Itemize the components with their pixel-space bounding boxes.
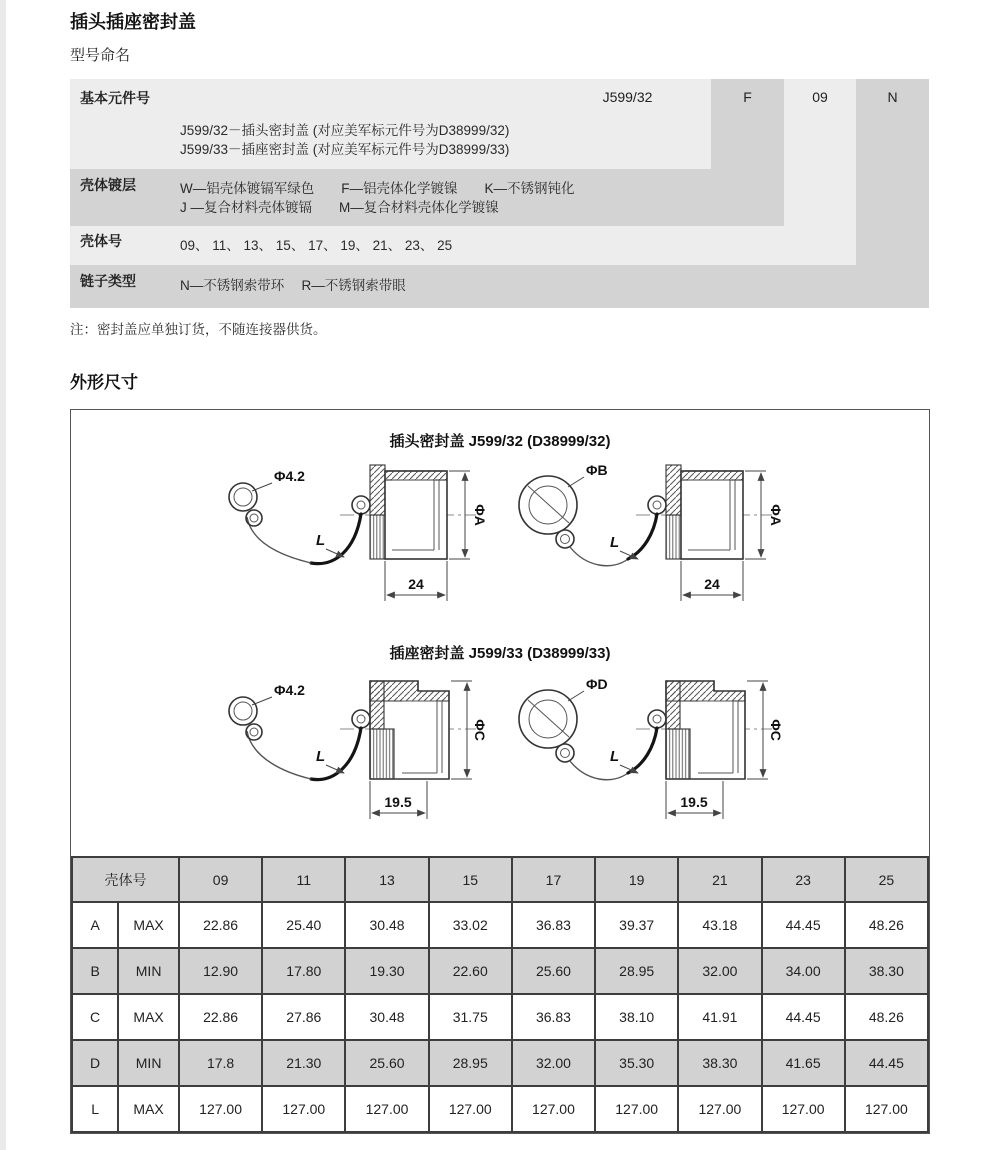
knurl-band — [666, 515, 681, 559]
dim-value: 32.00 — [512, 1040, 595, 1086]
table-row — [72, 948, 928, 994]
dim-value: 127.00 — [429, 1086, 512, 1132]
col-header: 15 — [429, 857, 512, 902]
dim-value: 33.02 — [429, 902, 512, 948]
dim-value: 30.48 — [345, 994, 428, 1040]
content-column — [70, 0, 930, 1134]
dim-value: 27.86 — [262, 994, 345, 1040]
col-header: 17 — [512, 857, 595, 902]
plating-code: F — [743, 89, 752, 105]
dim-value: 48.26 — [845, 994, 928, 1040]
dim-value: 36.83 — [512, 902, 595, 948]
diagram-area — [71, 410, 929, 856]
shell-number-header: 壳体号 — [72, 857, 179, 902]
dim-value: 48.26 — [845, 902, 928, 948]
plug-cap-ring-drawing — [508, 455, 788, 620]
plating-label: 壳体镀层 — [80, 177, 136, 193]
knurl-band — [370, 729, 394, 779]
cap-body — [385, 471, 447, 559]
plug-cap-row — [71, 455, 929, 620]
basic-part-value: J599/32 — [602, 89, 653, 105]
plug-cap-clamp-drawing — [212, 455, 492, 620]
dim-value: 41.91 — [678, 994, 761, 1040]
mounting-ring — [519, 476, 577, 534]
dim-value: 21.30 — [262, 1040, 345, 1086]
col-header: 13 — [345, 857, 428, 902]
shell-label: 壳体号 — [80, 233, 122, 249]
table-row — [72, 1040, 928, 1086]
ring-diameter-label: ΦB — [586, 462, 608, 478]
dim-value: 41.65 — [762, 1040, 845, 1086]
dim-value: 28.95 — [429, 1040, 512, 1086]
cap-width-label: 24 — [704, 576, 720, 592]
col-header: 21 — [678, 857, 761, 902]
dim-value: 127.00 — [762, 1086, 845, 1132]
mounting-ring — [519, 690, 577, 748]
order-note: 注：密封盖应单独订货，不随连接器供货。 — [70, 322, 327, 337]
lanyard-anchor-ring — [352, 496, 370, 514]
dim-value: 22.86 — [179, 994, 262, 1040]
thread-band — [681, 471, 743, 480]
dim-value: 31.75 — [429, 994, 512, 1040]
basic-desc-line1: J599/32－插头密封盖 (对应美军标元件号为D38999/32) — [180, 123, 510, 138]
cap-body — [681, 471, 743, 559]
socket-cap-row — [71, 667, 929, 839]
cap-width-label: 19.5 — [384, 794, 412, 810]
scan-edge-artifact — [0, 0, 6, 1150]
socket-cap-clamp-drawing — [212, 667, 492, 839]
cap-diameter-label: ΦC — [768, 719, 785, 741]
col-header: 25 — [845, 857, 928, 902]
dim-letter: C — [72, 994, 118, 1040]
dim-letter: D — [72, 1040, 118, 1086]
dim-value: 22.60 — [429, 948, 512, 994]
clamp-hole-label: Φ4.2 — [274, 682, 305, 698]
chain-label: 链子类型 — [80, 273, 136, 289]
dim-value: 32.00 — [678, 948, 761, 994]
dim-value: 25.60 — [512, 948, 595, 994]
clamp-hole-label: Φ4.2 — [274, 468, 305, 484]
ring-diameter-label: ΦD — [586, 676, 608, 692]
model-naming-table — [70, 79, 930, 308]
dim-value: 25.60 — [345, 1040, 428, 1086]
dim-value: 127.00 — [345, 1086, 428, 1132]
lanyard-wire — [570, 761, 628, 780]
dim-value: 39.37 — [595, 902, 678, 948]
col-header: 11 — [262, 857, 345, 902]
basic-part-label: 基本元件号 — [80, 90, 150, 106]
plating-options-line1: W—铝壳体镀镉军绿色 F—铝壳体化学镀镍 K—不锈钢钝化 — [180, 181, 575, 196]
dim-value: 44.45 — [845, 1040, 928, 1086]
knurl-band — [666, 729, 690, 779]
page-title: 插头插座密封盖 — [70, 12, 196, 32]
table-row — [72, 1086, 928, 1132]
dim-value: 127.00 — [179, 1086, 262, 1132]
shell-code: 09 — [812, 89, 828, 105]
plating-options-line2: J —复合材料壳体镀镉 M—复合材料壳体化学镀镍 — [180, 200, 499, 215]
dim-value: 44.45 — [762, 994, 845, 1040]
col-header: 19 — [595, 857, 678, 902]
dimension-table — [71, 856, 929, 1133]
dim-value: 44.45 — [762, 902, 845, 948]
lanyard-wire — [570, 547, 628, 566]
lanyard-length-label: L — [610, 748, 620, 765]
cap-diameter-label: ΦA — [768, 504, 785, 526]
dim-qualifier: MAX — [118, 1086, 179, 1132]
outline-figure-box — [70, 409, 930, 1134]
lanyard-anchor-ring — [648, 710, 666, 728]
dim-value: 25.40 — [262, 902, 345, 948]
lanyard-length-label: L — [316, 748, 326, 765]
flange-section — [666, 465, 681, 515]
flange-section — [370, 465, 385, 515]
dim-value: 127.00 — [595, 1086, 678, 1132]
dim-value: 38.10 — [595, 994, 678, 1040]
dim-value: 43.18 — [678, 902, 761, 948]
dim-value: 34.00 — [762, 948, 845, 994]
socket-cap-title: 插座密封盖 J599/33 (D38999/33) — [389, 645, 611, 662]
dim-value: 38.30 — [678, 1040, 761, 1086]
chain-code: N — [887, 89, 898, 105]
cap-width-label: 24 — [408, 576, 424, 592]
dim-value: 36.83 — [512, 994, 595, 1040]
lanyard-anchor-ring — [352, 710, 370, 728]
clamp-ring — [229, 483, 257, 511]
dim-value: 127.00 — [678, 1086, 761, 1132]
dim-value: 127.00 — [845, 1086, 928, 1132]
dim-qualifier: MAX — [118, 902, 179, 948]
table-row — [72, 994, 928, 1040]
lanyard-anchor-ring — [648, 496, 666, 514]
dim-value: 17.80 — [262, 948, 345, 994]
dim-letter: L — [72, 1086, 118, 1132]
dim-value: 19.30 — [345, 948, 428, 994]
plug-cap-title: 插头密封盖 J599/32 (D38999/32) — [389, 433, 611, 450]
socket-cap-ring-drawing — [508, 667, 788, 839]
dim-value: 22.86 — [179, 902, 262, 948]
basic-desc-line2: J599/33－插座密封盖 (对应美军标元件号为D38999/33) — [180, 142, 510, 157]
page-subtitle: 型号命名 — [70, 47, 131, 64]
cap-diameter-label: ΦA — [472, 504, 489, 526]
cap-width-label: 19.5 — [680, 794, 708, 810]
knurl-band — [370, 515, 385, 559]
dim-letter: A — [72, 902, 118, 948]
dim-value: 30.48 — [345, 902, 428, 948]
lanyard-length-label: L — [316, 532, 326, 549]
outline-dimensions-title: 外形尺寸 — [70, 373, 138, 392]
dim-value: 28.95 — [595, 948, 678, 994]
dim-value: 17.8 — [179, 1040, 262, 1086]
dim-value: 38.30 — [845, 948, 928, 994]
shackle — [556, 744, 574, 762]
thread-band — [385, 471, 447, 480]
dim-qualifier: MIN — [118, 948, 179, 994]
dim-value: 12.90 — [179, 948, 262, 994]
dim-value: 35.30 — [595, 1040, 678, 1086]
table-header-row — [72, 857, 928, 902]
chain-values: N—不锈钢索带环 R—不锈钢索带眼 — [180, 278, 406, 293]
dim-qualifier: MIN — [118, 1040, 179, 1086]
dim-qualifier: MAX — [118, 994, 179, 1040]
dim-value: 127.00 — [262, 1086, 345, 1132]
shackle — [556, 530, 574, 548]
clamp-ring — [229, 697, 257, 725]
table-row — [72, 902, 928, 948]
cap-diameter-label: ΦC — [472, 719, 489, 741]
lanyard-length-label: L — [610, 534, 620, 551]
dim-value: 127.00 — [512, 1086, 595, 1132]
dim-letter: B — [72, 948, 118, 994]
col-header: 23 — [762, 857, 845, 902]
col-header: 09 — [179, 857, 262, 902]
shell-values: 09、 11、 13、 15、 17、 19、 21、 23、 25 — [180, 238, 453, 253]
